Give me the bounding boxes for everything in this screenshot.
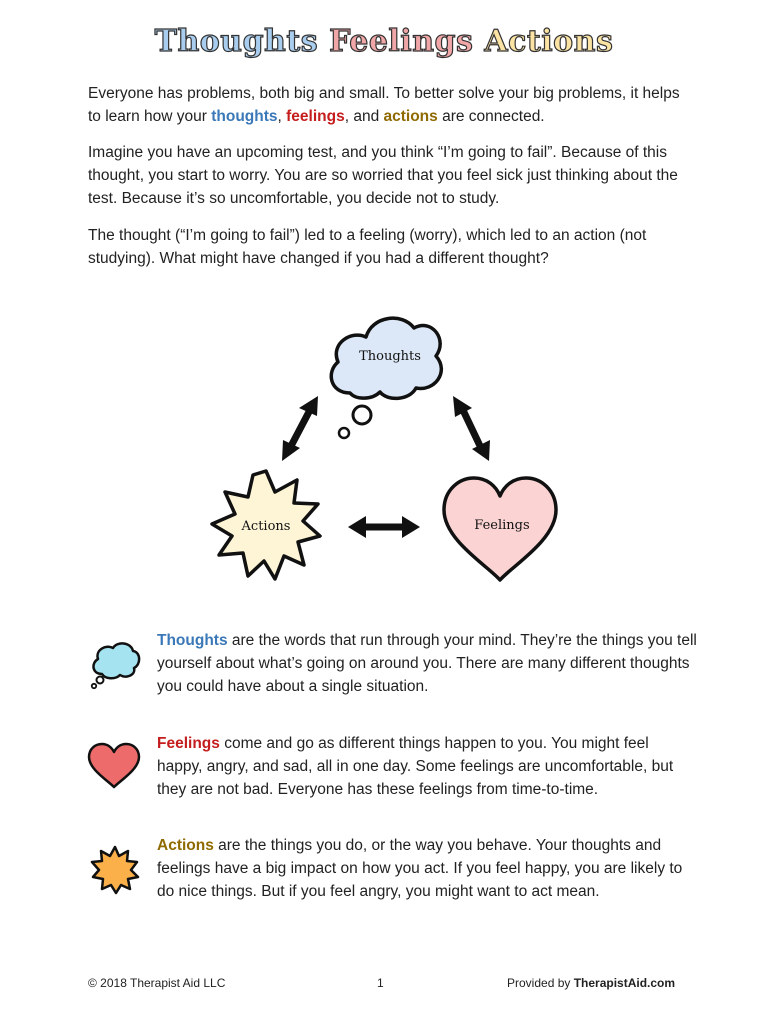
intro-paragraph-3: The thought (“I’m going to fail”) led to a feeling (worry), which led to an action (not studying). What might have changed if you had a different thought? <box>88 227 647 267</box>
diagram-thoughts-label: Thoughts <box>359 349 421 364</box>
footer-page-number: 1 <box>377 976 384 990</box>
definition-feelings <box>157 732 697 801</box>
diagram-actions-label: Actions <box>241 519 291 534</box>
diagram-feelings-label: Feelings <box>474 518 530 533</box>
intro-p1-end: are connected. <box>437 108 545 125</box>
title-feelings: Feelings <box>329 24 474 59</box>
title-thoughts: Thoughts <box>154 24 319 59</box>
intro-keyword-feelings: feelings <box>286 108 345 125</box>
footer-provided-by <box>507 976 675 990</box>
intro-p1-and: , and <box>344 108 384 125</box>
arrow-thoughts-feelings <box>453 396 490 461</box>
cloud-icon <box>86 638 142 692</box>
intro-p1-text: Everyone has problems, both big and small. To better solve your big problems, it helps to learn how your <box>88 85 680 125</box>
intro-paragraph-2: Imagine you have an upcoming test, and you think “I’m going to fail”. Because of this thought, you start to worry. You are so worried that you feel sick just thinking about the test. Because it’s so uncomfortable, you decide not to study. <box>88 144 678 207</box>
intro-keyword-actions: actions <box>383 108 438 125</box>
definition-text-actions: are the things you do, or the way you behave. Your thoughts and feelings have a big impact on how you act. If you feel happy, you are likely to do nice things. But if you feel angry, you might want to act mean. <box>157 837 683 900</box>
burst-icon <box>89 845 141 895</box>
definition-keyword-feelings: Feelings <box>157 735 220 752</box>
intro-keyword-thoughts: thoughts <box>211 108 278 125</box>
thoughts-cloud-icon <box>331 318 441 438</box>
definition-keyword-actions: Actions <box>157 837 214 854</box>
arrow-actions-feelings <box>348 516 420 538</box>
footer-provided-label: Provided by <box>507 976 574 990</box>
heart-icon <box>87 742 141 790</box>
definition-thoughts <box>157 629 697 698</box>
intro-p1-comma: , <box>277 108 287 125</box>
definition-keyword-thoughts: Thoughts <box>157 632 228 649</box>
footer-copyright: © 2018 Therapist Aid LLC <box>88 976 226 990</box>
title-actions: Actions <box>484 24 614 59</box>
definition-text-feelings: come and go as different things happen to you. You might feel happy, angry, and sad, all in one day. Some feelings are uncomfortable, but they are not bad. Everyone has these feelings from time-to-time. <box>157 735 674 798</box>
footer-site-link[interactable]: TherapistAid.com <box>573 976 676 990</box>
definition-actions <box>157 834 697 903</box>
arrow-thoughts-actions <box>282 396 318 461</box>
definition-text-thoughts: are the words that run through your mind. They’re the things you tell yourself about what’s going on around you. There are many different thoughts you could have about a single situation. <box>157 632 697 695</box>
